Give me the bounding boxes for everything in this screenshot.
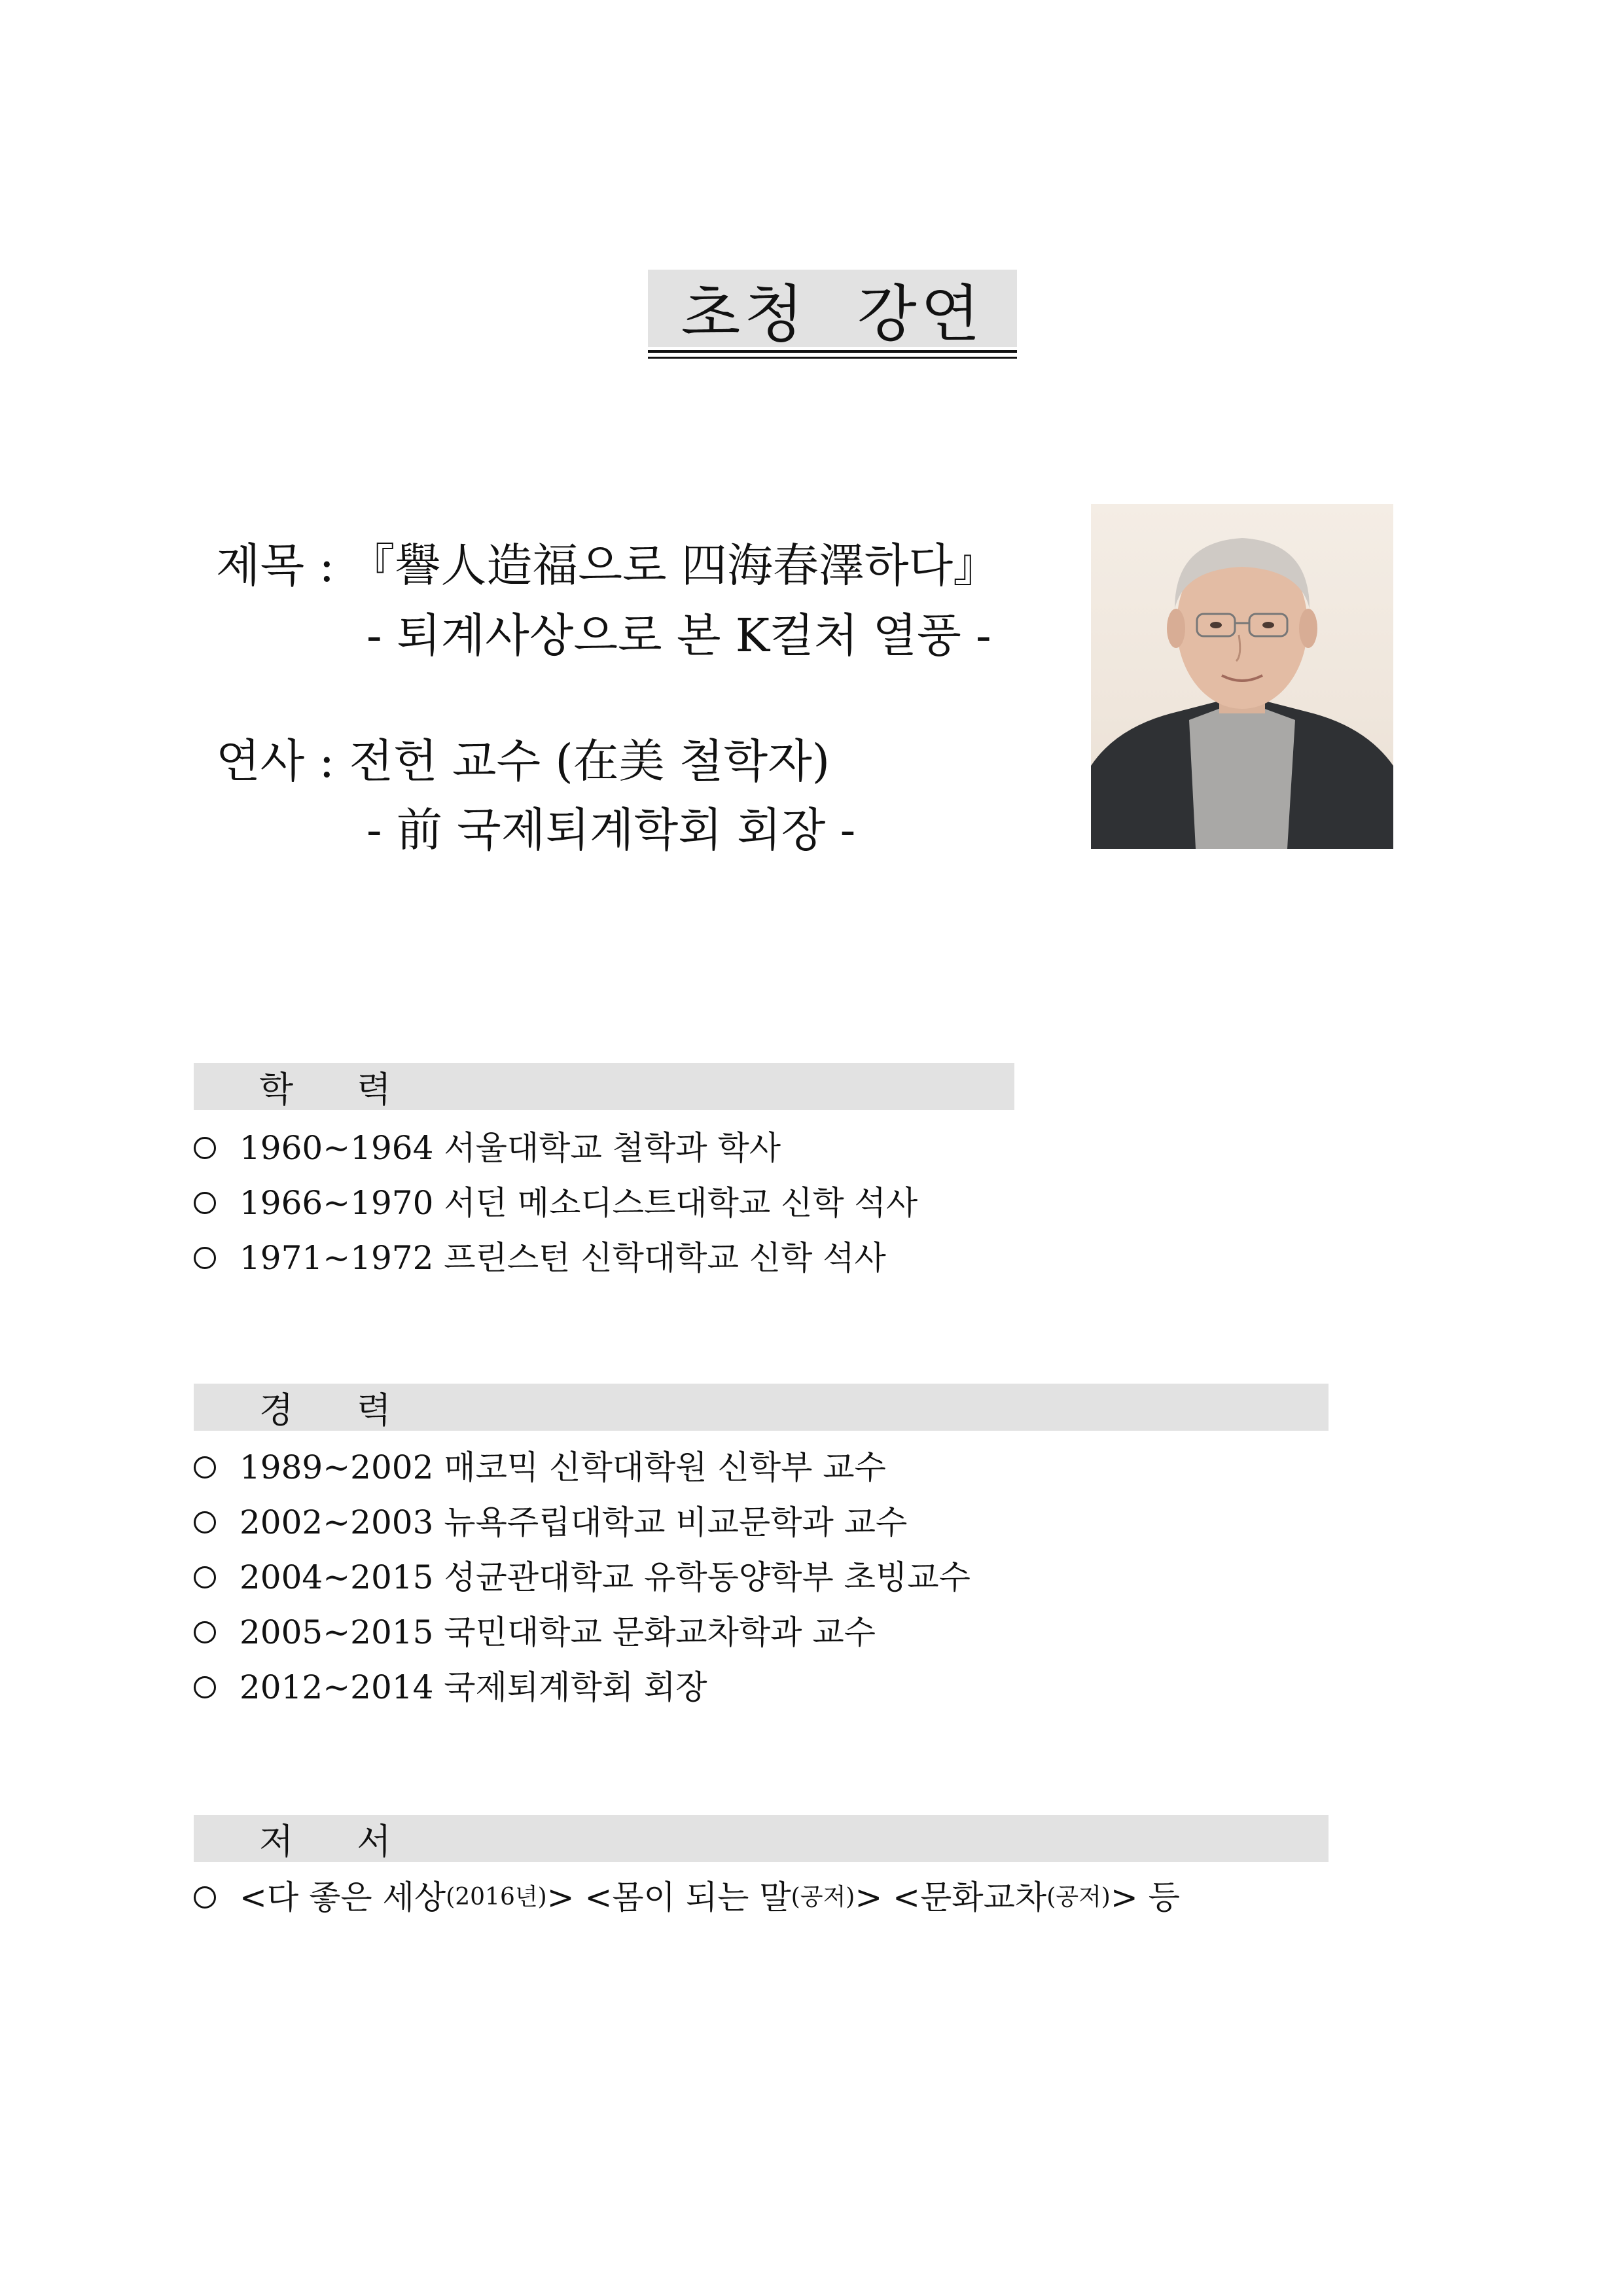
list-item: 2002~2003 뉴욕주립대학교 비교문학과 교수 xyxy=(194,1495,971,1550)
title-block xyxy=(648,270,1017,359)
works-heading: 저 서 xyxy=(194,1815,1329,1862)
education-heading: 학 력 xyxy=(194,1063,1014,1110)
circle-bullet-icon xyxy=(194,1137,216,1159)
title-underline-second xyxy=(648,357,1017,359)
circle-bullet-icon xyxy=(194,1886,216,1909)
circle-bullet-icon xyxy=(194,1456,216,1479)
list-item: <다 좋은 세상 (2016년) > <몸이 되는 말 (공저) > <문화교차 (공저) > 등 xyxy=(194,1870,1180,1925)
circle-bullet-icon xyxy=(194,1511,216,1534)
circle-bullet-icon xyxy=(194,1676,216,1698)
education-list xyxy=(194,1121,918,1285)
circle-bullet-icon xyxy=(194,1247,216,1269)
speaker-line xyxy=(216,725,830,791)
career-heading: 경 력 xyxy=(194,1384,1329,1431)
subject-line xyxy=(216,529,999,595)
list-item: 1960~1964 서울대학교 철학과 학사 xyxy=(194,1121,918,1175)
list-item: 2005~2015 국민대학교 문화교차학과 교수 xyxy=(194,1605,971,1660)
subject-title: 『譽人造福으로 四海春澤하다』 xyxy=(349,539,999,592)
list-item: 1971~1972 프린스턴 신학대학교 신학 석사 xyxy=(194,1230,918,1285)
speaker-photo xyxy=(1091,504,1393,849)
list-item: 2004~2015 성균관대학교 유학동양학부 초빙교수 xyxy=(194,1550,971,1605)
works-list xyxy=(194,1870,1180,1925)
circle-bullet-icon xyxy=(194,1192,216,1214)
list-item: 2012~2014 국제퇴계학회 회장 xyxy=(194,1660,971,1715)
list-item: 1989~2002 매코믹 신학대학원 신학부 교수 xyxy=(194,1440,971,1495)
speaker-subtitle: - 前 국제퇴계학회 회장 - xyxy=(366,803,856,857)
page-title: 초청 강연 xyxy=(648,270,1017,347)
speaker-portrait-icon xyxy=(1091,504,1393,849)
career-list xyxy=(194,1440,971,1715)
speaker-name: 전헌 교수 (在美 철학자) xyxy=(349,734,830,788)
subject-subtitle: - 퇴계사상으로 본 K컬처 열풍 - xyxy=(366,609,991,662)
subject-label: 제목 : xyxy=(216,539,335,592)
circle-bullet-icon xyxy=(194,1566,216,1588)
speaker-label: 연사 : xyxy=(216,734,335,788)
list-item: 1966~1970 서던 메소디스트대학교 신학 석사 xyxy=(194,1175,918,1230)
circle-bullet-icon xyxy=(194,1621,216,1643)
